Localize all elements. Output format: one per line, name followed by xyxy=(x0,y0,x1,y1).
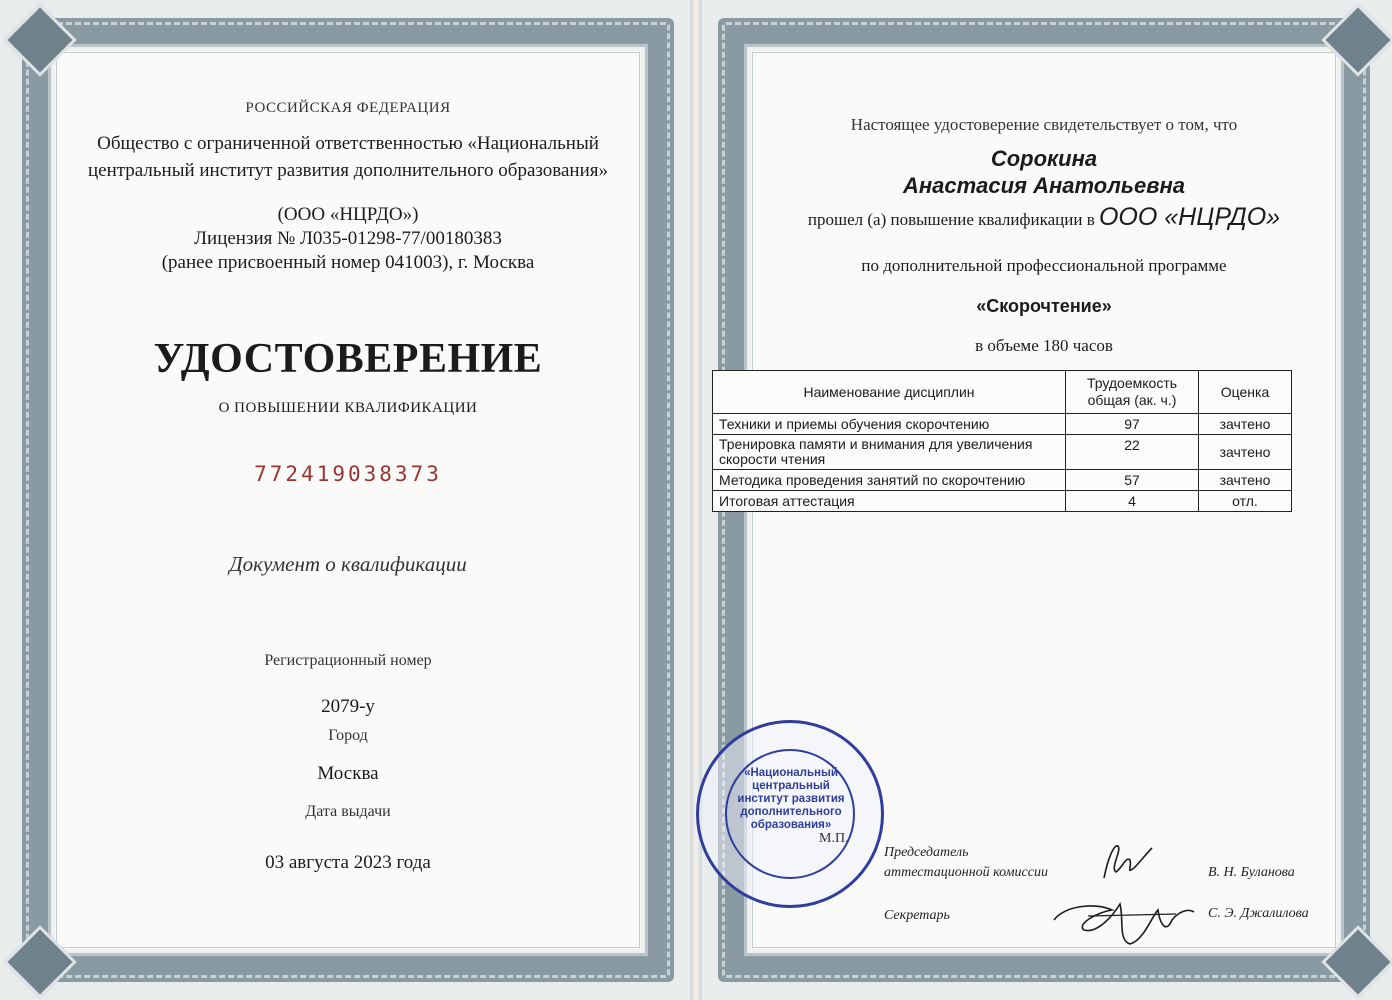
discipline-grade: отл. xyxy=(1199,491,1292,512)
completion-organization: ООО «НЦРДО» xyxy=(1098,203,1281,231)
discipline-grade: зачтено xyxy=(1199,414,1292,435)
issue-date-label: Дата выдачи xyxy=(305,803,391,820)
program-volume: в объеме 180 часов xyxy=(975,336,1113,355)
secretary-role: Секретарь xyxy=(884,908,950,923)
program-name: «Скорочтение» xyxy=(976,296,1112,316)
chairman-role: Председатель аттестационной комиссии xyxy=(884,845,1048,880)
discipline-grade: зачтено xyxy=(1199,470,1292,491)
discipline-name: Методика проведения занятий по скорочтению xyxy=(713,470,1066,491)
discipline-hours: 97 xyxy=(1066,414,1199,435)
discipline-hours: 4 xyxy=(1066,491,1199,512)
column-header-grade: Оценка xyxy=(1199,371,1292,414)
disciplines-table xyxy=(712,370,1292,512)
completion-statement: прошел (а) повышение квалификации в ООО «НЦРДО» xyxy=(807,203,1281,231)
certificate-intro: Настоящее удостоверение свидетельствует о том, что xyxy=(850,115,1238,134)
holder-name xyxy=(696,145,1392,199)
document-type: Документ о квалификации xyxy=(229,552,467,576)
chairman-name: В. Н. Буланова xyxy=(1208,865,1295,880)
discipline-name: Тренировка памяти и внимания для увеличения скорости чтения xyxy=(713,435,1066,470)
document-title: УДОСТОВЕРЕНИЕ xyxy=(153,336,543,382)
discipline-grade: зачтено xyxy=(1199,435,1292,470)
holder-surname: Сорокина xyxy=(990,146,1098,171)
discipline-name: Техники и приемы обучения скорочтению xyxy=(713,414,1066,435)
secretary-name: С. Э. Джалилова xyxy=(1208,906,1309,921)
table-row xyxy=(713,414,1292,435)
program-label: по дополнительной профессиональной программе xyxy=(861,256,1227,275)
organization-name: Общество с ограниченной ответственностью «Национальный центральный институт развития дополнительного образования» xyxy=(87,133,609,181)
city-value: Москва xyxy=(317,763,379,784)
country-heading: РОССИЙСКАЯ ФЕДЕРАЦИЯ xyxy=(245,100,451,116)
organization-seal xyxy=(696,720,884,908)
column-header-discipline: Наименование дисциплин xyxy=(713,371,1066,414)
seal-mp-mark: М.П. xyxy=(819,831,849,846)
discipline-hours: 22 xyxy=(1066,435,1199,470)
discipline-hours: 57 xyxy=(1066,470,1199,491)
right-page xyxy=(696,0,1392,1000)
document-subtitle: О ПОВЫШЕНИИ КВАЛИФИКАЦИИ xyxy=(218,400,478,416)
reg-number-label: Регистрационный номер xyxy=(264,652,432,669)
issue-date-value: 03 августа 2023 года xyxy=(265,852,431,873)
table-row xyxy=(713,435,1292,470)
city-label: Город xyxy=(328,727,368,744)
holder-given-names: Анастасия Анатольевна xyxy=(902,173,1186,198)
table-row xyxy=(713,491,1292,512)
seal-center-text: «Национальный центральный институт развития дополнительного образования» xyxy=(737,767,845,831)
discipline-name: Итоговая аттестация xyxy=(713,491,1066,512)
table-header-row xyxy=(713,371,1292,414)
column-header-hours: Трудоемкость общая (ак. ч.) xyxy=(1066,371,1199,414)
reg-number-value: 2079-у xyxy=(321,696,375,717)
organization-license: (ООО «НЦРДО») Лицензия № Л035-01298-77/00180383 (ранее присвоенный номер 041003), г. Москва xyxy=(161,204,535,273)
blank-number: 772419038373 xyxy=(254,462,442,486)
table-row xyxy=(713,470,1292,491)
